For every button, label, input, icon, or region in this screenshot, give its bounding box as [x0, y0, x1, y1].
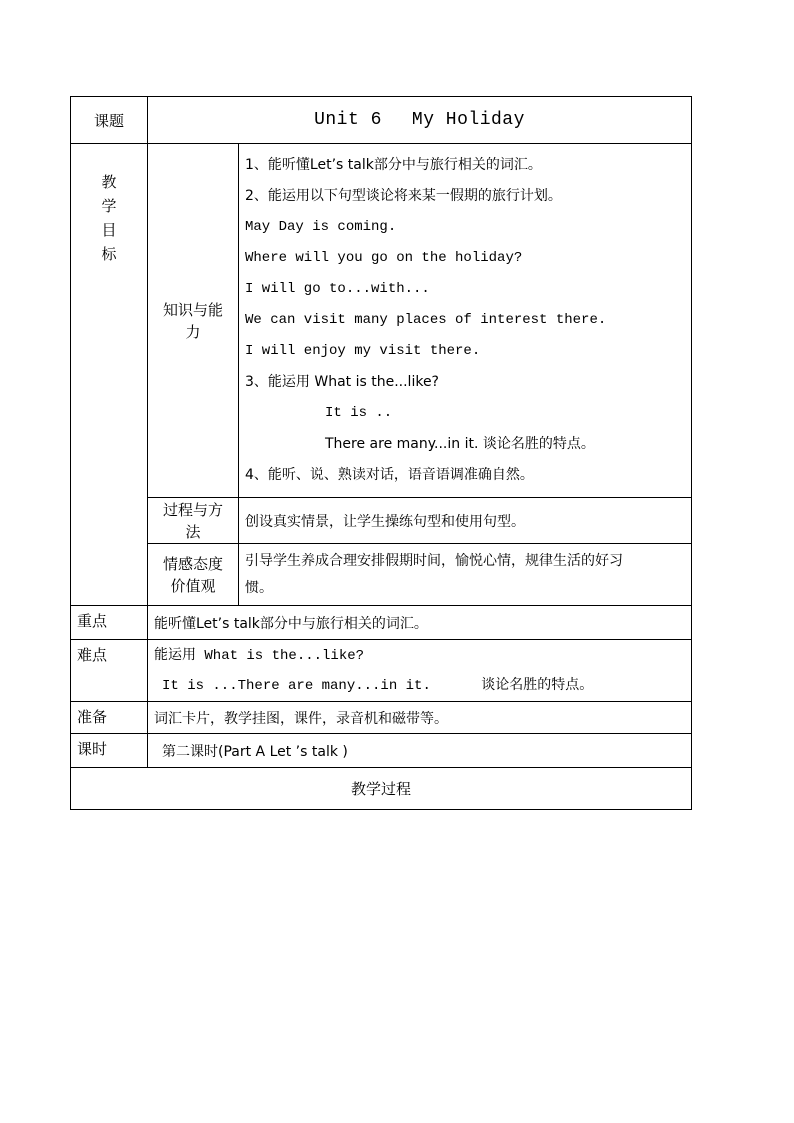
title-row — [71, 97, 692, 144]
emotion-row — [71, 544, 692, 606]
knowledge-line: It is .. — [325, 405, 393, 421]
knowledge-line: 2、能运用以下句型谈论将来某一假期的旅行计划。 — [245, 188, 562, 204]
emotion-line: 引导学生养成合理安排假期时间，愉悦心情，规律生活的好习 — [245, 552, 623, 569]
teaching-process-row — [71, 768, 692, 810]
difficulty-content — [148, 640, 692, 702]
knowledge-line: I will enjoy my visit there. — [245, 343, 481, 359]
preparation-row — [71, 702, 692, 734]
process-label-line: 法 — [185, 522, 201, 541]
knowledge-label-line: 力 — [185, 322, 201, 341]
topic-label-text: 课题 — [93, 111, 124, 130]
knowledge-line: Where will you go on the holiday? — [245, 250, 523, 266]
period-label: 课时 — [71, 734, 148, 768]
title-unit: Unit 6 — [314, 110, 382, 130]
emotion-label-line: 价值观 — [170, 576, 216, 595]
difficulty-label: 难点 — [71, 640, 148, 702]
preparation-content: 词汇卡片，教学挂图，课件，录音机和磁带等。 — [148, 702, 692, 734]
knowledge-line: There are many...in it. 谈论名胜的特点。 — [325, 436, 595, 452]
process-label-line: 过程与方 — [162, 500, 223, 519]
knowledge-label — [148, 144, 239, 498]
period-row — [71, 734, 692, 768]
goal-char: 学 — [101, 197, 117, 215]
process-label — [148, 498, 239, 544]
knowledge-line: 4、能听、说、熟读对话，语音语调准确自然。 — [245, 467, 534, 483]
goal-char: 标 — [101, 245, 117, 263]
teaching-process-title: 教学过程 — [71, 768, 692, 810]
difficulty-line: It is ...There are many...in it. 谈论名胜的特点。 — [162, 677, 594, 694]
key-point-content: 能听懂Let’s talk部分中与旅行相关的词汇。 — [148, 606, 692, 640]
difficulty-row — [71, 640, 692, 702]
period-content: 第二课时(Part A Let ’s talk ) — [148, 734, 692, 768]
preparation-label: 准备 — [71, 702, 148, 734]
process-content: 创设真实情景，让学生操练句型和使用句型。 — [239, 498, 692, 544]
knowledge-line: We can visit many places of interest there. — [245, 312, 607, 328]
process-row — [71, 498, 692, 544]
key-point-row — [71, 606, 692, 640]
knowledge-line: May Day is coming. — [245, 219, 397, 235]
knowledge-line: I will go to...with... — [245, 281, 430, 297]
knowledge-label-line: 知识与能 — [162, 300, 223, 319]
lesson-title — [148, 97, 692, 144]
goal-char: 目 — [101, 221, 117, 239]
lesson-plan-table — [70, 96, 692, 810]
emotion-label — [148, 544, 239, 606]
difficulty-line: 能运用 What is the...like? — [154, 647, 365, 664]
key-point-label: 重点 — [71, 606, 148, 640]
emotion-line: 惯。 — [245, 579, 273, 596]
emotion-content — [239, 544, 692, 606]
knowledge-row — [71, 144, 692, 498]
knowledge-line: 1、能听懂Let’s talk部分中与旅行相关的词汇。 — [245, 157, 542, 173]
goal-char: 教 — [101, 173, 117, 191]
teaching-goals-label — [71, 144, 148, 606]
knowledge-content — [239, 144, 692, 498]
emotion-label-line: 情感态度 — [162, 554, 223, 573]
title-name: My Holiday — [411, 110, 525, 130]
knowledge-line: 3、能运用 What is the...like? — [245, 374, 439, 390]
topic-label — [71, 97, 148, 144]
